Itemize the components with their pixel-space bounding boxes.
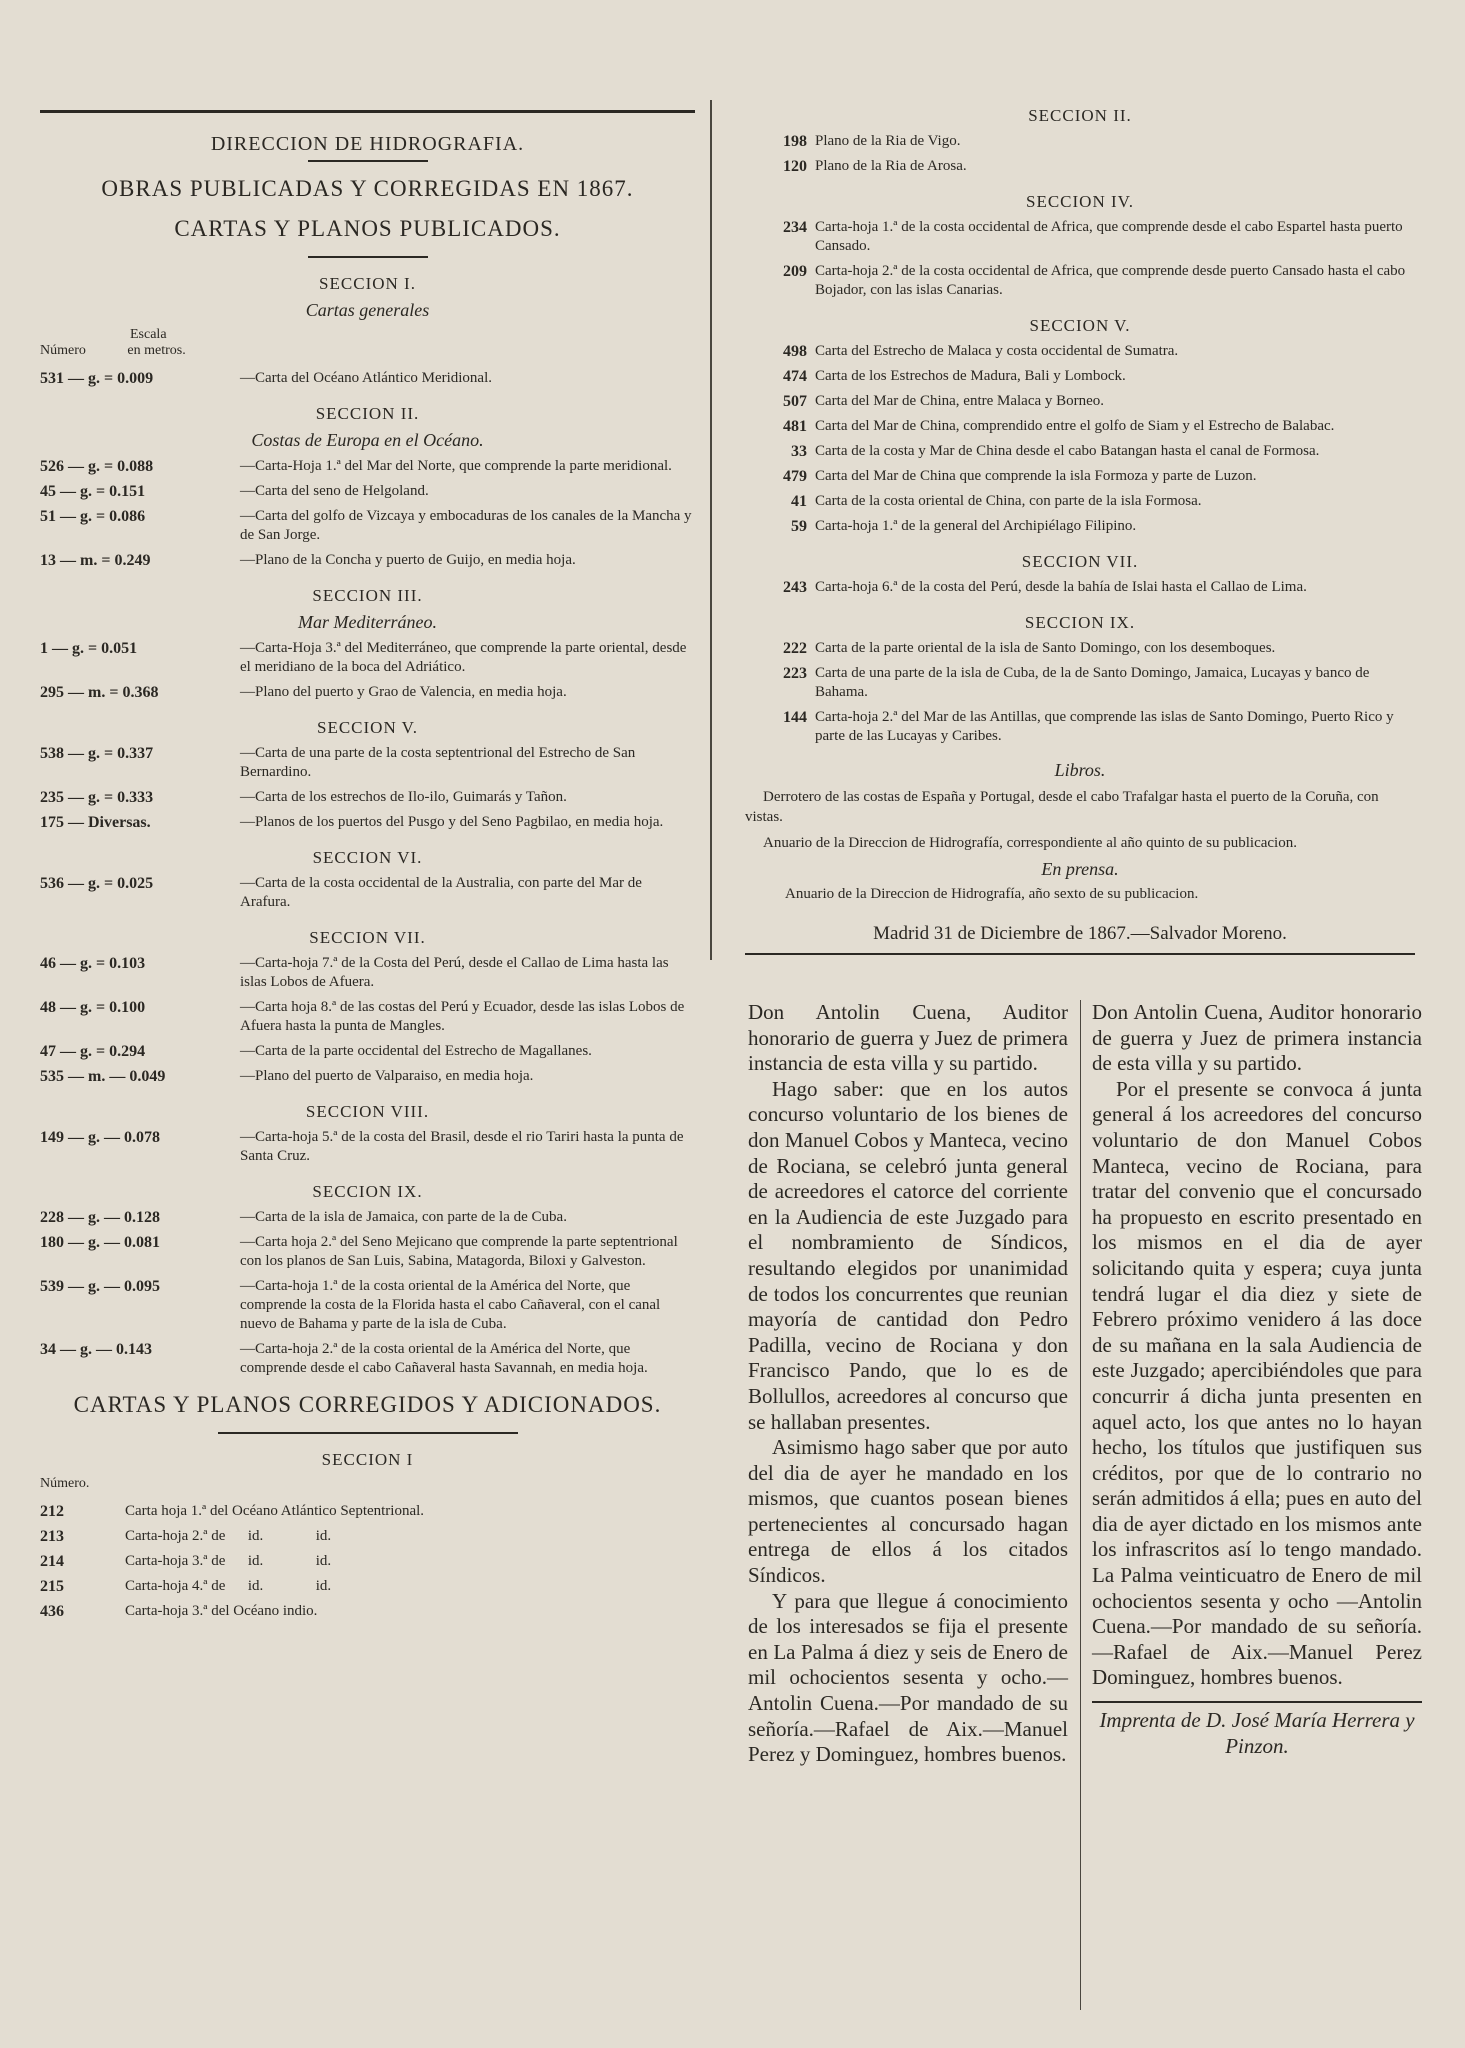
chart-entry: 213 Carta-hoja 2.ª de id. id.: [40, 1528, 332, 1545]
section-title: SECCION IX.: [1024, 613, 1136, 632]
left-column: [40, 100, 695, 1627]
section-title: SECCION V.: [316, 718, 418, 737]
chart-entry: 295 — m. = 0.368 —Plano del puerto y Grao de Valencia, en media hoja.: [40, 684, 567, 701]
chart-entry: 120 Plano de la Ria de Arosa.: [783, 158, 967, 175]
chart-entry: 198 Plano de la Ria de Vigo.: [783, 133, 961, 150]
edict-paragraph: Por el presente se convoca á junta general á los acreedores del concurso voluntario de don Manuel Cobos Manteca, vecino de Rociana, para tratar del convenio que el concursado ha propuesto en escrito presentado en los mismos en el dia de ayer solicitando quita y espera; cuya junta tendrá lugar el dia diez y siete de Febrero próximo venidero á las doce de su mañana en la sala Audiencia de este Juzgado; apercibiéndoles que para concurrir á dicha junta presenten en aquel acto, los que antes no lo hayan hecho, los títulos que justifiquen sus créditos, por que de lo contrario no serán admitidos á ella; pues en auto del dia de ayer dictado en los mismos ante los infrascritos así lo tengo mandado. La Palma veinticuatro de Enero de mil ochocientos sesenta y ocho —Antolin Cuena.—Por mandado de su señoría.—Rafael de Aix.—Manuel Perez Dominguez, hombres buenos.: [1092, 1076, 1422, 1690]
chart-entry: 214 Carta-hoja 3.ª de id. id.: [40, 1553, 332, 1570]
chart-entry: 48 — g. = 0.100 —Carta hoja 8.ª de las costas del Perú y Ecuador, desde las islas Lobos de Afuera hasta la punta de Mangles.: [40, 999, 685, 1034]
right-column: [745, 100, 1415, 963]
edict-paragraph: Don Antolin Cuena, Auditor honorario de guerra y Juez de primera instancia de esta villa y su partido.: [748, 1000, 1068, 1076]
edict-separator: [1080, 1000, 1081, 2010]
chart-entry: 1 — g. = 0.051 —Carta-Hoja 3.ª del Mediterráneo, que comprende la parte oriental, desde el meridiano de la boca del Adriático.: [40, 640, 687, 675]
section-title: SECCION VII.: [1021, 552, 1139, 571]
chart-entry: 215 Carta-hoja 4.ª de id. id.: [40, 1578, 332, 1595]
chart-entry: 47 — g. = 0.294 —Carta de la parte occidental del Estrecho de Magallanes.: [40, 1043, 592, 1060]
section-title: SECCION VII.: [309, 928, 426, 947]
divider: [218, 1432, 518, 1434]
column-headings: [40, 327, 695, 359]
chart-entry: 539 — g. — 0.095 —Carta-hoja 1.ª de la costa oriental de la América del Norte, que comprende la costa de la Florida hasta el cabo Cañaveral, con el canal nuevo de Bahama y parte de la isla de Cuba.: [40, 1278, 661, 1332]
section-title: SECCION III.: [312, 586, 423, 605]
chart-entry: 149 — g. — 0.078 —Carta-hoja 5.ª de la costa del Brasil, desde el rio Tariri hasta la punta de Santa Cruz.: [40, 1129, 684, 1164]
edict-concurso-sindicos: [748, 1000, 1068, 1768]
chart-entry: 222 Carta de la parte oriental de la isla de Santo Domingo, con los desemboques.: [783, 640, 1276, 657]
section-title: SECCION II.: [1028, 106, 1132, 125]
edict-paragraph: Asimismo hago saber que por auto del dia de ayer he mandado en los mismos, que cuantos posean bienes pertenecientes al concursado hagan entrega de ellos á los citados Síndicos.: [748, 1435, 1068, 1588]
prensa-title: En prensa.: [1041, 859, 1119, 879]
chart-entry: 180 — g. — 0.081 —Carta hoja 2.ª del Seno Mejicano que comprende la parte septentrional con los planos de San Luis, Sabina, Matagorda, Biloxi y Galveston.: [40, 1234, 678, 1269]
chart-entry: 209 Carta-hoja 2.ª de la costa occidental de Africa, que comprende desde puerto Cansado hasta el cabo Bojador, con las islas Canarias.: [783, 263, 1406, 298]
chart-entry: 498 Carta del Estrecho de Malaca y costa occidental de Sumatra.: [783, 343, 1179, 360]
escala-unit-heading: en metros.: [127, 343, 186, 358]
libro-item: Anuario de la Direccion de Hidrografía, correspondiente al año quinto de su publicacion.: [763, 835, 1297, 851]
section-subtitle: Mar Mediterráneo.: [298, 612, 437, 632]
chart-entry: 507 Carta del Mar de China, entre Malaca y Borneo.: [783, 393, 1105, 410]
section-title: SECCION I.: [319, 274, 416, 293]
section-title: SECCION II.: [315, 404, 420, 423]
chart-entry: 59 Carta-hoja 1.ª de la general del Archipiélago Filipino.: [791, 518, 1137, 535]
chart-entry: 223 Carta de una parte de la isla de Cuba, de la de Santo Domingo, Jamaica, Lucayas y banco de Bahama.: [783, 665, 1370, 700]
chart-entry: 436 Carta-hoja 3.ª del Océano indio.: [40, 1603, 318, 1620]
edict-paragraph: Don Antolin Cuena, Auditor honorario de guerra y Juez de primera instancia de esta villa y su partido.: [1092, 1000, 1422, 1076]
signature: Madrid 31 de Diciembre de 1867.—Salvador Moreno.: [873, 923, 1287, 944]
corrected-title: CARTAS Y PLANOS CORREGIDOS Y ADICIONADOS.: [73, 1392, 662, 1417]
chart-entry: 175 — Diversas. —Planos de los puertos del Pusgo y del Seno Pagbilao, en media hoja.: [40, 814, 664, 831]
chart-entry: 51 — g. = 0.086 —Carta del golfo de Vizcaya y embocaduras de los canales de la Mancha y de San Jorge.: [40, 508, 692, 543]
section-title: SECCION VI.: [312, 848, 423, 867]
chart-entry: 212 Carta hoja 1.ª del Océano Atlántico Septentrional.: [40, 1503, 425, 1520]
chart-entry: 234 Carta-hoja 1.ª de la costa occidental de Africa, que comprende desde el cabo Espartel hasta puerto Cansado.: [783, 219, 1403, 254]
chart-entry: 474 Carta de los Estrechos de Madura, Bali y Lombock.: [783, 368, 1126, 385]
header-direccion: DIRECCION DE HIDROGRAFIA.: [210, 133, 525, 155]
section-title: SECCION IV.: [1026, 192, 1134, 211]
edict-paragraph: Hago saber: que en los autos concurso voluntario de los bienes de don Manuel Cobos y Manteca, vecino de Rociana, se celebró junta general de acreedores el catorce del corriente en la Audiencia de este Juzgado para el nombramiento de Síndicos, resultando elegidos por unanimidad de todos los concurrentes que reunian mayoría de cantidad don Pedro Padilla, vecino de Rociana y don Francisco Pando, que lo es de Bollullos, acreedores al concurso que se hallaban presentes.: [748, 1076, 1068, 1434]
chart-entry: 45 — g. = 0.151 —Carta del seno de Helgoland.: [40, 483, 429, 500]
libros-title: Libros.: [1054, 760, 1106, 780]
chart-entry: 34 — g. — 0.143 —Carta-hoja 2.ª de la costa oriental de la América del Norte, que comprende desde el cabo Cañaveral hasta Savannah, en media hoja.: [40, 1341, 648, 1376]
libro-item: Derrotero de las costas de España y Portugal, desde el cabo Trafalgar hasta el puerto de la Coruña, con vistas.: [745, 789, 1379, 825]
chart-entry: 144 Carta-hoja 2.ª del Mar de las Antillas, que comprende las islas de Santo Domingo, Puerto Rico y parte de las Lucayas y Caribes.: [783, 709, 1394, 744]
chart-entry: 235 — g. = 0.333 —Carta de los estrechos de Ilo-ilo, Guimarás y Tañon.: [40, 789, 567, 806]
chart-entry: 538 — g. = 0.337 —Carta de una parte de la costa septentrional del Estrecho de San Bernardino.: [40, 745, 636, 780]
column-separator: [710, 100, 712, 960]
chart-entry: 531 — g. = 0.009 —Carta del Océano Atlántico Meridional.: [40, 370, 493, 387]
section-title: SECCION V.: [1029, 316, 1131, 335]
imprenta-credit: Imprenta de D. José María Herrera y Pinzon.: [1092, 1701, 1422, 1759]
edict-paragraph: Y para que llegue á conocimiento de los interesados se fija el presente en La Palma á diez y seis de Enero de mil ochocientos sesenta y ocho.—Antolin Cuena.—Por mandado de su señoría.—Rafael de Aix.—Manuel Perez y Dominguez, hombres buenos.: [748, 1588, 1068, 1767]
chart-entry: 33 Carta de la costa y Mar de China desde el cabo Batangan hasta el canal de Formosa.: [791, 443, 1320, 460]
chart-entry: 526 — g. = 0.088 —Carta-Hoja 1.ª del Mar del Norte, que comprende la parte meridional.: [40, 458, 672, 475]
numero-heading: Número.: [40, 1476, 90, 1491]
section-title: SECCION IX.: [312, 1182, 423, 1201]
published-title: CARTAS Y PLANOS PUBLICADOS.: [174, 216, 561, 241]
section-subtitle: Costas de Europa en el Océano.: [251, 430, 484, 450]
numero-heading: Número: [40, 343, 86, 358]
section-title: SECCION I: [321, 1450, 414, 1469]
divider: [308, 256, 428, 258]
section-title: SECCION VIII.: [305, 1102, 430, 1121]
chart-entry: 41 Carta de la costa oriental de China, con parte de la isla Formosa.: [791, 493, 1202, 510]
chart-entry: 228 — g. — 0.128 —Carta de la isla de Jamaica, con parte de la de Cuba.: [40, 1209, 567, 1226]
chart-entry: 243 Carta-hoja 6.ª de la costa del Perú, desde la bahía de Islai hasta el Callao de Lima.: [783, 579, 1307, 596]
escala-heading: Escala: [130, 327, 167, 342]
chart-entry: 481 Carta del Mar de China, comprendido entre el golfo de Siam y el Estrecho de Balabac.: [783, 418, 1335, 435]
chart-entry: 46 — g. = 0.103 —Carta-hoja 7.ª de la Costa del Perú, desde el Callao de Lima hasta las islas Lobos de Afuera.: [40, 955, 669, 990]
chart-entry: 479 Carta del Mar de China que comprende la isla Formoza y parte de Luzon.: [783, 468, 1257, 485]
chart-entry: 535 — m. — 0.049 —Plano del puerto de Valparaiso, en media hoja.: [40, 1068, 534, 1085]
chart-entry: 13 — m. = 0.249 —Plano de la Concha y puerto de Guijo, en media hoja.: [40, 552, 576, 569]
chart-entry: 536 — g. = 0.025 —Carta de la costa occidental de la Australia, con parte del Mar de Arafura.: [40, 875, 642, 910]
divider: [308, 160, 428, 162]
section-subtitle: Cartas generales: [305, 300, 430, 320]
edict-junta-general: [1092, 1000, 1422, 1759]
prensa-item: Anuario de la Direccion de Hidrografía, año sexto de su publicacion.: [785, 886, 1199, 902]
main-title: OBRAS PUBLICADAS Y CORREGIDAS EN 1867.: [101, 176, 634, 201]
top-rule: [40, 110, 695, 113]
divider: [745, 953, 1415, 955]
